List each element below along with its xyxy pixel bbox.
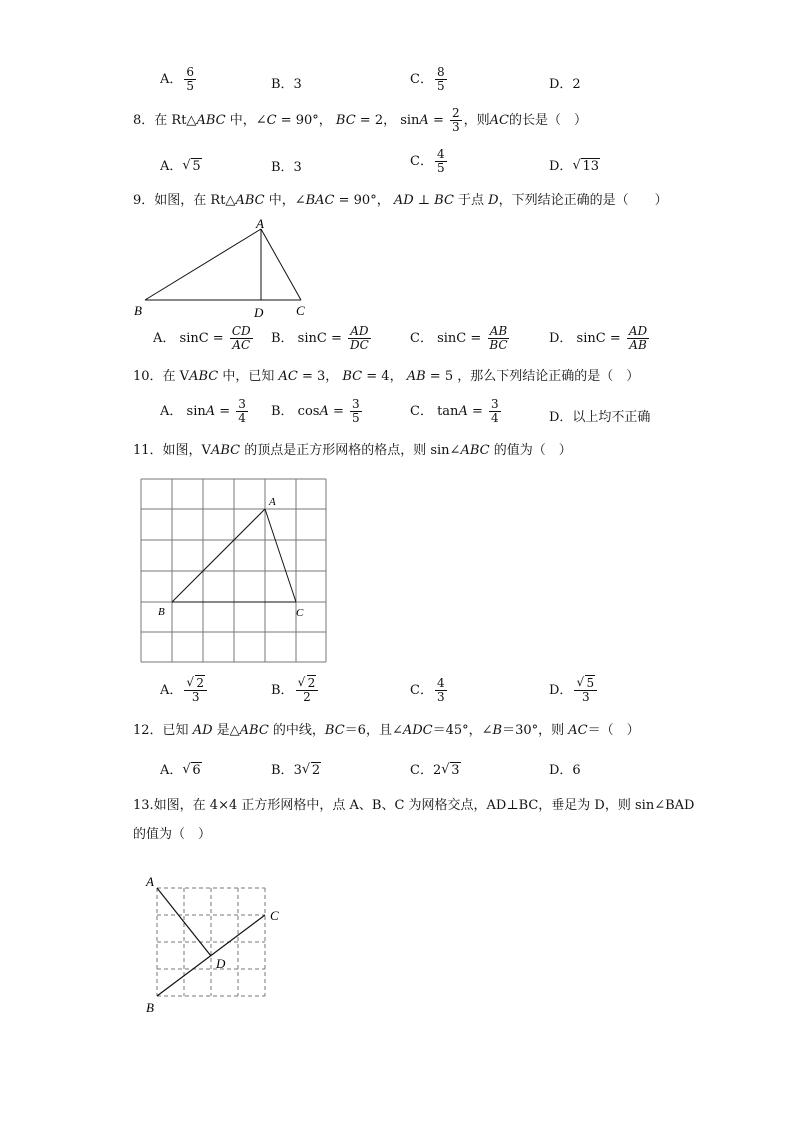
q12-option-b: B．3√ 2: [271, 759, 321, 778]
q11-label-b: B: [158, 606, 165, 618]
q11-option-b: B． √ $\frac{2}{2}$: [271, 677, 320, 704]
q9-option-c: C． sinC = $\frac{AB}{BC}$: [410, 324, 508, 352]
q13-stem-line2: 的值为（ ）: [133, 827, 212, 842]
q10-option-a: A． sinA = $\frac{3}{4}$: [160, 397, 246, 425]
q11-option-a: A． √ $\frac{2}{3}$: [160, 677, 209, 704]
q9-side-ac: [261, 229, 301, 300]
q13-stem-line1: 13.如图，在 4×4 正方形网格中，点 A、B、C 为网格交点，AD⊥BC，垂足为 D，则 sin∠BAD: [133, 798, 695, 813]
q9-label-c: C: [296, 303, 305, 318]
q12-option-d: D．6: [549, 763, 581, 778]
q8-option-c: C． $\frac{4}{5}$: [410, 147, 445, 175]
q8-option-b: B．3: [271, 160, 302, 175]
q9-option-d: D． sinC = $\frac{AD}{AB}$: [549, 324, 648, 352]
q9-triangle-figure: [128, 215, 328, 323]
q12-stem: 12．已知 AD 是△ABC 的中线，BC＝6，且∠ADC＝45°，∠B＝30°，则 AC＝（ ）: [133, 723, 640, 738]
q8-option-a: A．√ 5: [160, 155, 202, 174]
q9-stem: 9．如图，在 Rt△ABC 中，∠BAC = 90°， AD ⊥ BC 于点 D，下列结论正确的是（ ）: [133, 193, 668, 208]
q9-option-b: B． sinC = $\frac{AD}{DC}$: [271, 324, 369, 352]
q11-side-ab: [172, 509, 265, 602]
q9-label-d: D: [254, 305, 264, 320]
q11-option-d: D． √ $\frac{5}{3}$: [549, 677, 599, 704]
q8-option-d: D．√ 13: [549, 155, 600, 174]
q8-stem: 8．在 Rt△ABC 中，∠C = 90°， BC = 2， sinA = $\frac{2}{3}$ ，则AC的长是（ ）: [133, 106, 587, 134]
q12-option-a: A．√ 6: [160, 759, 202, 778]
q11-label-c: C: [296, 607, 304, 619]
q13-label-b: B: [146, 1000, 154, 1015]
q9-side-ab: [145, 229, 261, 300]
q11-grid-figure: [138, 476, 330, 666]
q11-grid-lines: [141, 479, 326, 662]
q10-option-d: D．以上均不正确: [549, 410, 651, 425]
q11-stem: 11．如图，VABC 的顶点是正方形网格的格点，则 sin∠ABC 的值为（ ）: [133, 443, 572, 458]
q10-option-b: B． cosA = $\frac{3}{5}$: [271, 397, 360, 425]
q11-option-c: C． $\frac{4}{3}$: [410, 676, 445, 704]
q13-label-c: C: [270, 908, 279, 923]
q7-option-c: C． $\frac{8}{5}$: [410, 65, 445, 93]
q9-label-b: B: [134, 303, 142, 318]
q10-option-c: C． tanA = $\frac{3}{4}$: [410, 397, 499, 425]
q13-grid-figure: [140, 870, 290, 1020]
q10-stem: 10．在 VABC 中，已知 AC = 3， BC = 4， AB = 5 ，那么下列结论正确的是（ ）: [133, 369, 640, 384]
q7-option-a: A． $\frac{6}{5}$: [160, 65, 195, 93]
q11-label-a: A: [269, 496, 276, 508]
q13-label-a: A: [146, 874, 154, 889]
q13-label-d: D: [216, 956, 226, 971]
q7-option-d: D．2: [549, 77, 581, 92]
q12-option-c: C．2√ 3: [410, 759, 461, 778]
q9-label-a: A: [256, 216, 264, 231]
q11-side-ac: [265, 509, 296, 602]
q9-option-a: A． sinC = $\frac{CD}{AC}$: [153, 324, 251, 352]
q13-grid-lines: [157, 888, 265, 996]
q7-option-b: B．3: [271, 77, 302, 92]
